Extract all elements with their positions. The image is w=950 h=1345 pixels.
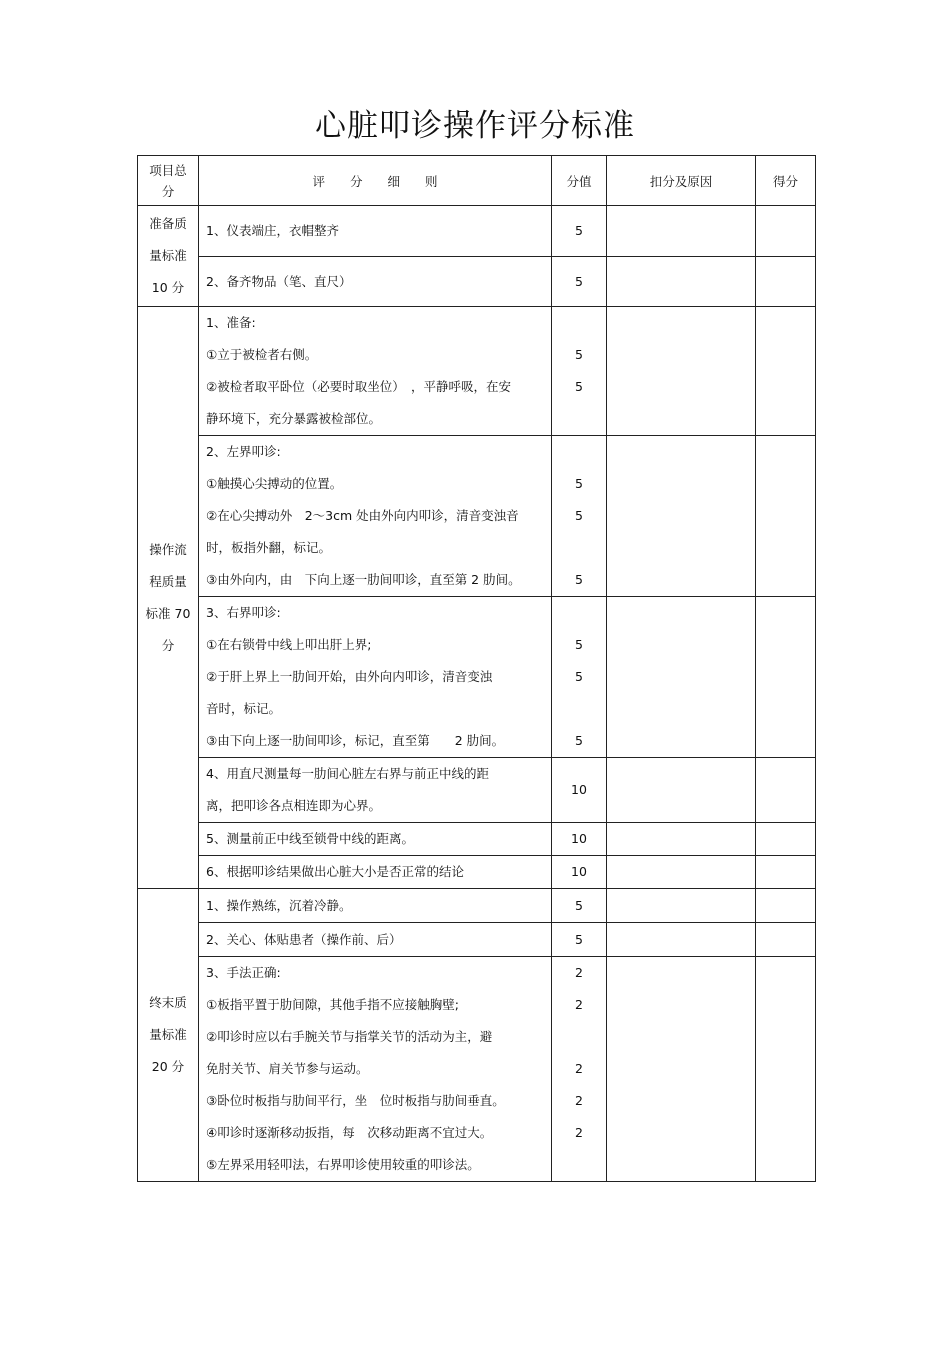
deduct-cell <box>607 889 756 923</box>
value-cell: 5 <box>552 889 607 923</box>
deduct-cell <box>607 597 756 758</box>
value-cell: 5 5 <box>552 307 607 436</box>
detail-cell: 6、根据叩诊结果做出心脏大小是否正常的结论 <box>199 856 552 889</box>
score-cell <box>756 597 816 758</box>
deduct-cell <box>607 436 756 597</box>
score-cell <box>756 307 816 436</box>
category-process: 操作流 程质量 标准 70 分 <box>138 307 199 889</box>
score-cell <box>756 758 816 823</box>
table-row <box>138 923 816 957</box>
header-value: 分值 <box>552 156 607 206</box>
value-cell: 2 2 2 2 2 <box>552 957 607 1182</box>
detail-cell: 4、用直尺测量每一肋间心脏左右界与前正中线的距 离，把叩诊各点相连即为心界。 <box>199 758 552 823</box>
deduct-cell <box>607 206 756 257</box>
deduct-cell <box>607 758 756 823</box>
score-cell <box>756 206 816 257</box>
table-row <box>138 257 816 307</box>
scoring-table <box>137 155 816 1182</box>
value-cell: 5 5 5 <box>552 597 607 758</box>
deduct-cell <box>607 856 756 889</box>
value-cell: 5 5 5 <box>552 436 607 597</box>
value-cell: 10 <box>552 758 607 823</box>
table-row <box>138 823 816 856</box>
deduct-cell <box>607 307 756 436</box>
deduct-cell <box>607 257 756 307</box>
detail-cell: 2、备齐物品（笔、直尺） <box>199 257 552 307</box>
score-cell <box>756 856 816 889</box>
detail-cell: 1、仪表端庄，衣帽整齐 <box>199 206 552 257</box>
detail-cell: 3、手法正确: ①板指平置于肋间隙，其他手指不应接触胸壁; ②叩诊时应以右手腕关节与指掌关节的活动为主，避 免肘关节、肩关节参与运动。 ③卧位时板指与肋间平行，坐 位时板指与肋间垂直。 ④叩诊时逐渐移动扳指，每 次移动距离不宜过大。 ⑤左界采用轻叩法，右界叩诊使用较重的叩诊法。 <box>199 957 552 1182</box>
deduct-cell <box>607 957 756 1182</box>
score-cell <box>756 957 816 1182</box>
detail-cell: 5、测量前正中线至锁骨中线的距离。 <box>199 823 552 856</box>
header-row <box>138 156 816 206</box>
value-cell: 10 <box>552 823 607 856</box>
header-score: 得分 <box>756 156 816 206</box>
value-cell: 5 <box>552 923 607 957</box>
detail-cell: 2、左界叩诊: ①触摸心尖搏动的位置。 ②在心尖搏动外 2～3cm 处由外向内叩诊，清音变浊音 时，板指外翻，标记。 ③由外向内，由 下向上逐一肋间叩诊，直至第 2 肋间。 <box>199 436 552 597</box>
score-cell <box>756 436 816 597</box>
table-row <box>138 889 816 923</box>
table-row <box>138 957 816 1182</box>
score-cell <box>756 823 816 856</box>
detail-cell: 1、准备: ①立于被检者右侧。 ②被检者取平卧位（必要时取坐位） ，平静呼吸，在安 静环境下，充分暴露被检部位。 <box>199 307 552 436</box>
table-row <box>138 307 816 436</box>
deduct-cell <box>607 823 756 856</box>
table-row <box>138 758 816 823</box>
score-cell <box>756 889 816 923</box>
header-item-total: 项目总 分 <box>138 156 199 206</box>
category-prep: 准备质 量标准 10 分 <box>138 206 199 307</box>
page-title: 心脏叩诊操作评分标准 <box>315 108 635 144</box>
header-deduct: 扣分及原因 <box>607 156 756 206</box>
score-cell <box>756 923 816 957</box>
table-row <box>138 436 816 597</box>
header-detail: 评 分 细 则 <box>199 156 552 206</box>
table-row <box>138 856 816 889</box>
score-cell <box>756 257 816 307</box>
category-final: 终末质 量标准 20 分 <box>138 889 199 1182</box>
deduct-cell <box>607 923 756 957</box>
value-cell: 5 <box>552 206 607 257</box>
detail-cell: 3、右界叩诊: ①在右锁骨中线上叩出肝上界; ②于肝上界上一肋间开始，由外向内叩诊，清音变浊 音时，标记。 ③由下向上逐一肋间叩诊，标记，直至第 2 肋间。 <box>199 597 552 758</box>
value-cell: 5 <box>552 257 607 307</box>
detail-cell: 2、关心、体贴患者（操作前、后） <box>199 923 552 957</box>
table-row <box>138 206 816 257</box>
value-cell: 10 <box>552 856 607 889</box>
detail-cell: 1、操作熟练，沉着冷静。 <box>199 889 552 923</box>
table-row <box>138 597 816 758</box>
